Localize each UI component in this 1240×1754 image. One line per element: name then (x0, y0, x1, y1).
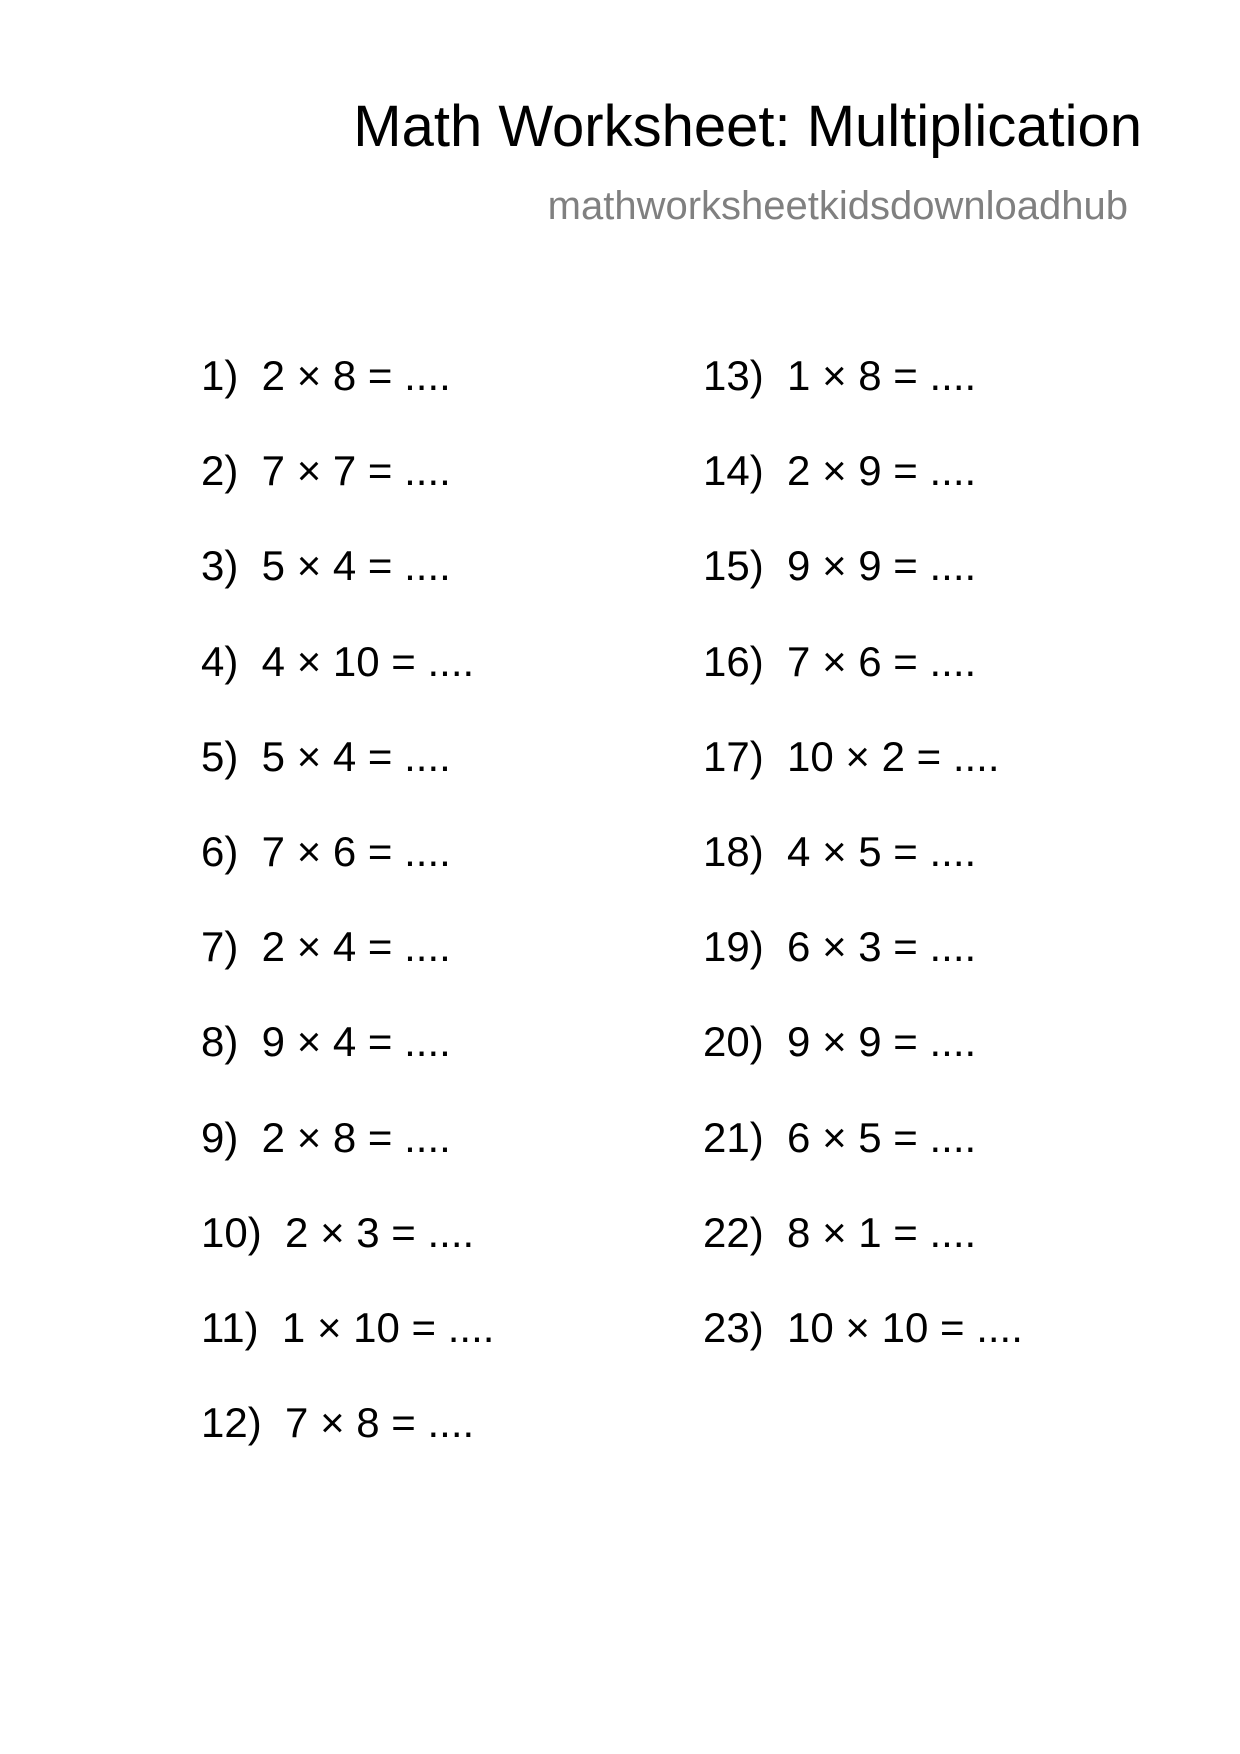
problem-18: 18) 4 × 5 = .... (703, 827, 977, 875)
problem-column-right (703, 352, 1023, 1399)
problem-2: 2) 7 × 7 = .... (201, 447, 451, 495)
worksheet-title: Math Worksheet: Multiplication (353, 94, 1142, 159)
problem-17: 17) 10 × 2 = .... (703, 732, 1000, 780)
worksheet-subtitle: mathworksheetkidsdownloadhub (547, 184, 1128, 228)
problem-13: 13) 1 × 8 = .... (703, 352, 977, 399)
problem-column-left (201, 352, 494, 1494)
problem-9: 9) 2 × 8 = .... (201, 1113, 451, 1161)
problem-21: 21) 6 × 5 = .... (703, 1113, 977, 1161)
problem-8: 8) 9 × 4 = .... (201, 1018, 451, 1066)
problem-19: 19) 6 × 3 = .... (703, 923, 977, 971)
problem-1: 1) 2 × 8 = .... (201, 352, 451, 399)
problem-7: 7) 2 × 4 = .... (201, 923, 451, 971)
problem-5: 5) 5 × 4 = .... (201, 732, 451, 780)
problem-12: 12) 7 × 8 = .... (201, 1399, 475, 1447)
problem-16: 16) 7 × 6 = .... (703, 637, 977, 685)
problem-23: 23) 10 × 10 = .... (703, 1303, 1023, 1351)
problem-22: 22) 8 × 1 = .... (703, 1208, 977, 1256)
problem-4: 4) 4 × 10 = .... (201, 637, 475, 685)
problem-20: 20) 9 × 9 = .... (703, 1018, 977, 1066)
problem-3: 3) 5 × 4 = .... (201, 542, 451, 590)
problem-11: 11) 1 × 10 = .... (201, 1303, 495, 1351)
problem-10: 10) 2 × 3 = .... (201, 1208, 475, 1256)
problem-14: 14) 2 × 9 = .... (703, 447, 977, 495)
problem-6: 6) 7 × 6 = .... (201, 827, 451, 875)
problem-15: 15) 9 × 9 = .... (703, 542, 977, 590)
